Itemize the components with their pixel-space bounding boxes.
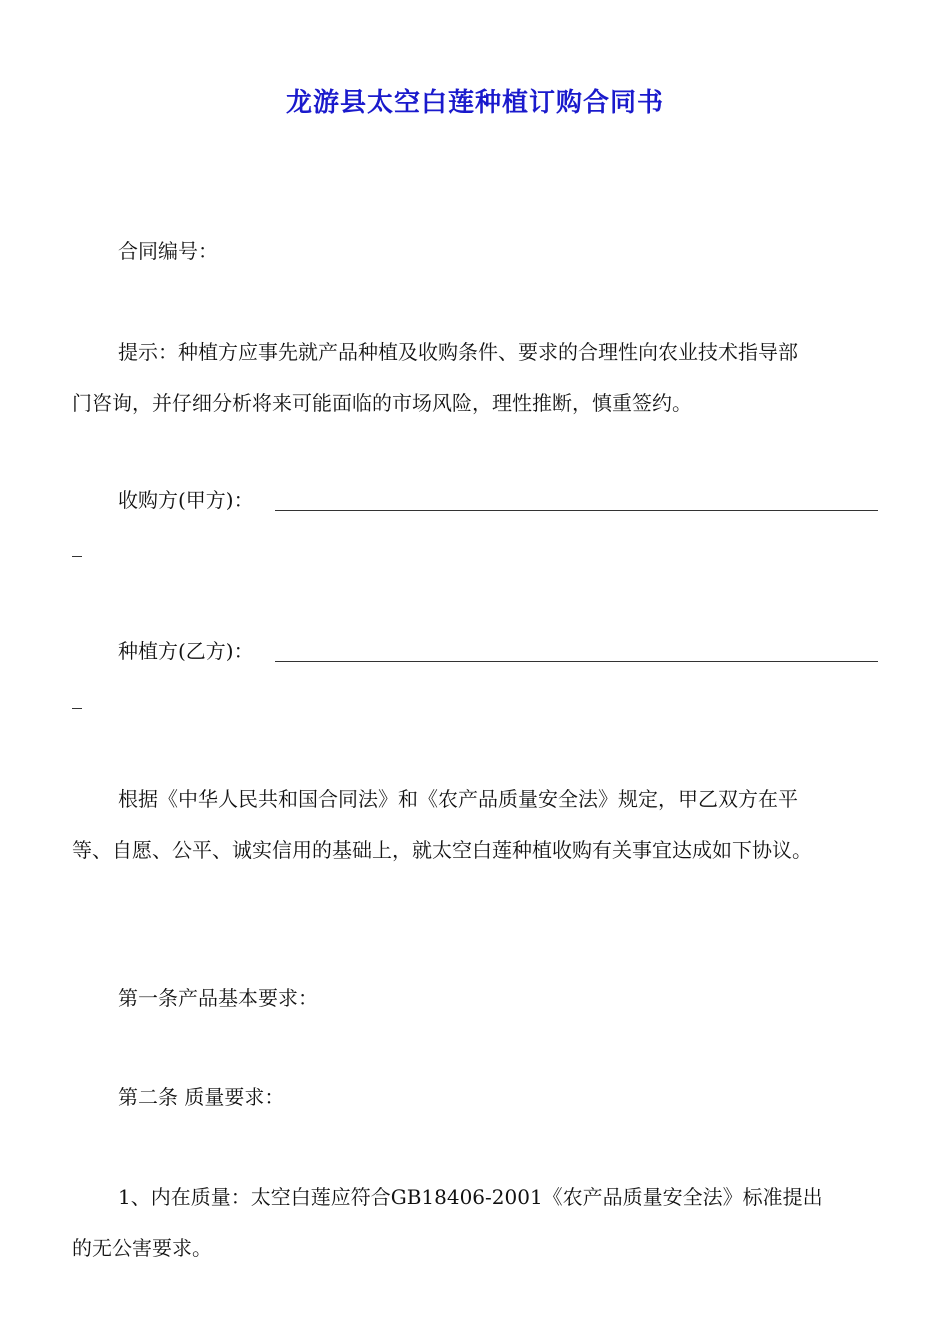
party-a-fill-line <box>275 510 878 511</box>
contract-number-label: 合同编号： <box>118 239 218 263</box>
item-1-line-1: 1、内在质量：太空白莲应符合GB18406-2001《农产品质量安全法》标准提出 <box>118 1185 823 1209</box>
party-b-label: 种植方(乙方)： <box>118 639 254 663</box>
party-b-fill-tail <box>72 708 82 709</box>
article-2-heading: 第二条 质量要求： <box>118 1085 285 1109</box>
document-title: 龙游县太空白莲种植订购合同书 <box>285 88 664 118</box>
item-1-line-2: 的无公害要求。 <box>72 1236 212 1260</box>
notice-line-1: 提示：种植方应事先就产品种植及收购条件、要求的合理性向农业技术指导部 <box>118 340 798 364</box>
basis-line-2: 等、自愿、公平、诚实信用的基础上，就太空白莲种植收购有关事宜达成如下协议。 <box>72 838 812 862</box>
party-b-fill-line <box>275 661 878 662</box>
basis-line-1: 根据《中华人民共和国合同法》和《农产品质量安全法》规定，甲乙双方在平 <box>118 787 798 811</box>
notice-line-2: 门咨询，并仔细分析将来可能面临的市场风险，理性推断，慎重签约。 <box>72 391 692 415</box>
party-a-label: 收购方(甲方)： <box>118 488 254 512</box>
article-1-heading: 第一条产品基本要求： <box>118 986 318 1010</box>
party-a-fill-tail <box>72 556 82 557</box>
